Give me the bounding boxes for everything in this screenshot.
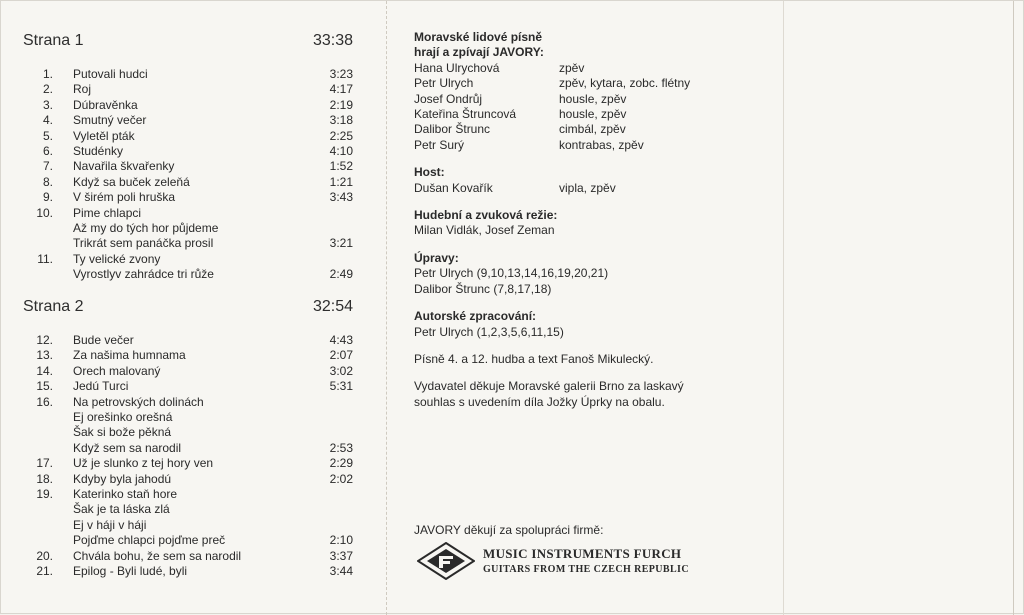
track-number: 7.: [42, 159, 53, 174]
track-title: Dúbravěnka: [73, 97, 138, 112]
track-title: Chvála bohu, že sem sa narodil: [73, 548, 242, 563]
member-row: [414, 92, 774, 107]
track-item: [31, 333, 353, 348]
track-duration: 3:43: [329, 190, 353, 205]
track-number: 21.: [36, 564, 53, 579]
track-duration: 3:21: [329, 236, 353, 251]
member-role: zpěv: [559, 60, 585, 75]
track-item: [31, 472, 353, 487]
track-title: Ej v háji v háji: [73, 517, 147, 532]
track-item: [31, 129, 353, 144]
member-row: [414, 107, 774, 122]
arrangements-heading: Úpravy:: [414, 250, 459, 265]
track-item: [31, 159, 353, 174]
track-title: Putovali hudci: [73, 67, 148, 81]
track-titles: [73, 487, 353, 549]
track-titles: [73, 98, 353, 113]
track-title: Vyletěl pták: [73, 128, 135, 143]
track-duration: 3:37: [329, 548, 353, 563]
track-item: [31, 82, 353, 97]
member-role: housle, zpěv: [559, 91, 627, 106]
fold-line: [386, 1, 387, 615]
track-title: Na petrovských dolinách: [73, 394, 204, 409]
member-row: [414, 61, 774, 76]
track-item: [31, 487, 353, 549]
track-title: Vyrostlyv zahrádce tri růže: [73, 267, 214, 282]
note-text: Písně 4. a 12. hudba a text Fanoš Mikulecký.: [414, 351, 654, 366]
track-title: Epilog - Byli ludé, byli: [73, 564, 188, 579]
track-title: V širém poli hruška: [73, 190, 176, 205]
publisher-line: Vydavatel děkuje Moravské galerii Brno za laskavý: [414, 379, 684, 394]
track-titles: [73, 333, 353, 348]
track-titles: [73, 175, 353, 190]
track-duration: 2:25: [329, 128, 353, 143]
track-title: Kdyby byla jahodú: [73, 471, 172, 486]
track-duration: 3:02: [329, 363, 353, 378]
side-2-tracklist: [31, 333, 353, 580]
track-item: [31, 549, 353, 564]
band-credits: [414, 30, 774, 153]
track-title: Šak si bože pěkná: [73, 425, 172, 440]
track-number: 10.: [36, 205, 53, 220]
track-item: [31, 113, 353, 128]
track-duration: 2:02: [329, 471, 353, 486]
track-number: 9.: [42, 190, 53, 205]
track-titles: [73, 364, 353, 379]
track-duration: 3:44: [329, 564, 353, 579]
arrangement-line: Dalibor Štrunc (7,8,17,18): [414, 281, 552, 296]
track-number: 14.: [36, 363, 53, 378]
track-titles: [73, 348, 353, 363]
track-number: 11.: [37, 251, 53, 266]
guest-heading: Host:: [414, 165, 445, 180]
track-number: 1.: [42, 67, 53, 81]
track-number: 17.: [36, 456, 53, 471]
track-duration: 2:29: [329, 456, 353, 471]
track-title: Když sem sa narodil: [73, 440, 182, 455]
track-titles: [73, 472, 353, 487]
track-item: [31, 379, 353, 394]
track-titles: [73, 379, 353, 394]
track-duration: 4:10: [329, 144, 353, 159]
track-duration: 2:19: [329, 97, 353, 112]
track-title: Katerinko staň hore: [73, 487, 178, 502]
track-number: 19.: [36, 487, 53, 502]
member-row: [414, 138, 774, 153]
author-credits: [414, 309, 774, 340]
track-duration: 1:21: [329, 174, 353, 189]
track-duration: 4:17: [329, 82, 353, 97]
publisher-line: souhlas s uvedením díla Jožky Úprky na obalu.: [414, 394, 665, 409]
side-2-header: [23, 298, 353, 316]
track-number: 16.: [36, 394, 53, 409]
track-item: [31, 456, 353, 471]
side-1-tracklist: [31, 67, 353, 283]
track-number: 6.: [42, 144, 53, 159]
track-titles: [73, 67, 353, 82]
member-name: Dalibor Štrunc: [414, 122, 491, 137]
band-heading: Moravské lidové písně: [414, 30, 543, 44]
guest-role: vipla, zpěv: [559, 180, 616, 195]
track-item: [31, 98, 353, 113]
track-number: 13.: [36, 348, 53, 363]
track-duration: 2:10: [329, 533, 353, 548]
track-duration: 1:52: [329, 159, 353, 174]
track-item: [31, 190, 353, 205]
track-titles: [73, 564, 353, 579]
track-number: 20.: [36, 548, 53, 563]
track-duration: 5:31: [329, 379, 353, 394]
guest-row: [414, 181, 774, 196]
member-row: [414, 122, 774, 137]
band-subheading: hrají a zpívají JAVORY:: [414, 45, 544, 60]
arrangement-line: Petr Ulrych (9,10,13,14,16,19,20,21): [414, 266, 609, 281]
track-duration: 2:07: [329, 348, 353, 363]
track-item: [31, 67, 353, 82]
songs-note: [414, 352, 774, 367]
furch-logo-icon: [417, 542, 475, 580]
side-1-label: Strana 1: [23, 32, 84, 49]
track-title: Trikrát sem panáčka prosil: [73, 236, 214, 251]
track-title: Ej orešinko orešná: [73, 410, 173, 425]
track-title: Studénky: [73, 144, 124, 159]
sponsor-name: MUSIC INSTRUMENTS FURCH: [483, 546, 682, 561]
track-title: Když sa buček zeleňá: [73, 174, 190, 189]
track-titles: [73, 456, 353, 471]
track-titles: [73, 159, 353, 174]
track-titles: [73, 144, 353, 159]
track-title: Pojďme chlapci pojďme preč: [73, 533, 226, 548]
fold-line: [783, 1, 784, 615]
author-names: Petr Ulrych (1,2,3,5,6,11,15): [414, 324, 564, 339]
arrangement-credits: [414, 251, 774, 297]
track-title: Orech malovaný: [73, 363, 161, 378]
track-titles: [73, 113, 353, 128]
member-name: Kateřina Štruncová: [414, 107, 517, 122]
member-role: zpěv, kytara, zobc. flétny: [559, 76, 691, 91]
track-number: 2.: [42, 82, 53, 97]
guest-credits: [414, 165, 774, 196]
guest-name: Dušan Kovařík: [414, 180, 493, 195]
track-number: 18.: [36, 471, 53, 486]
track-title: Pime chlapci: [73, 205, 142, 220]
track-item: [31, 206, 353, 252]
track-item: [31, 144, 353, 159]
track-item: [31, 364, 353, 379]
track-item: [31, 348, 353, 363]
track-titles: [73, 395, 353, 457]
track-number: 8.: [42, 174, 53, 189]
track-titles: [73, 190, 353, 205]
member-name: Josef Ondrůj: [414, 91, 483, 106]
direction-credits: [414, 208, 774, 239]
track-duration: 2:49: [329, 267, 353, 282]
track-title: Za našima humnama: [73, 348, 186, 363]
member-role: cimbál, zpěv: [559, 122, 626, 137]
author-heading: Autorské zpracování:: [414, 309, 537, 324]
fold-line: [1013, 1, 1014, 615]
sponsor-tagline: GUITARS FROM THE CZECH REPUBLIC: [483, 564, 689, 575]
track-duration: 4:43: [329, 333, 353, 347]
side-1-header: [23, 32, 353, 50]
track-title: Už je slunko z tej hory ven: [73, 456, 214, 471]
track-duration: 3:23: [329, 67, 353, 81]
track-item: [31, 252, 353, 283]
track-title: Ty velické zvony: [73, 251, 161, 266]
track-item: [31, 564, 353, 579]
track-title: Roj: [73, 82, 92, 97]
track-number: 3.: [42, 97, 53, 112]
direction-heading: Hudební a zvuková režie:: [414, 208, 558, 223]
member-list: [414, 61, 774, 153]
track-title: Šak je ta láska zlá: [73, 502, 170, 517]
track-titles: [73, 206, 353, 252]
track-title: Bude večer: [73, 333, 134, 347]
member-name: Hana Ulrychová: [414, 60, 500, 75]
publisher-note: [414, 379, 774, 410]
direction-names: Milan Vidlák, Josef Zeman: [414, 223, 555, 238]
track-item: [31, 175, 353, 190]
track-title: Smutný večer: [73, 113, 147, 128]
member-name: Petr Ulrych: [414, 76, 474, 91]
sponsor-thanks: JAVORY děkují za spolupráci firmě:: [414, 523, 604, 537]
track-title: Navařila škvařenky: [73, 159, 175, 174]
member-role: housle, zpěv: [559, 107, 627, 122]
track-duration: 2:53: [329, 440, 353, 455]
track-titles: [73, 549, 353, 564]
track-number: 4.: [42, 113, 53, 128]
track-titles: [73, 82, 353, 97]
track-item: [31, 395, 353, 457]
track-duration: 3:18: [329, 113, 353, 128]
track-titles: [73, 129, 353, 144]
track-title: Jedú Turci: [73, 379, 129, 394]
track-title: Až my do tých hor půjdeme: [73, 221, 219, 236]
credits-panel: [414, 30, 774, 422]
track-number: 12.: [36, 333, 53, 347]
side-1-total-time: 33:38: [312, 32, 353, 49]
member-role: kontrabas, zpěv: [559, 137, 644, 152]
track-number: 15.: [36, 379, 53, 394]
side-2-total-time: 32:54: [312, 298, 353, 315]
track-titles: [73, 252, 353, 283]
member-name: Petr Surý: [414, 137, 465, 152]
side-2-label: Strana 2: [23, 298, 84, 315]
member-row: [414, 76, 774, 91]
track-number: 5.: [42, 128, 53, 143]
